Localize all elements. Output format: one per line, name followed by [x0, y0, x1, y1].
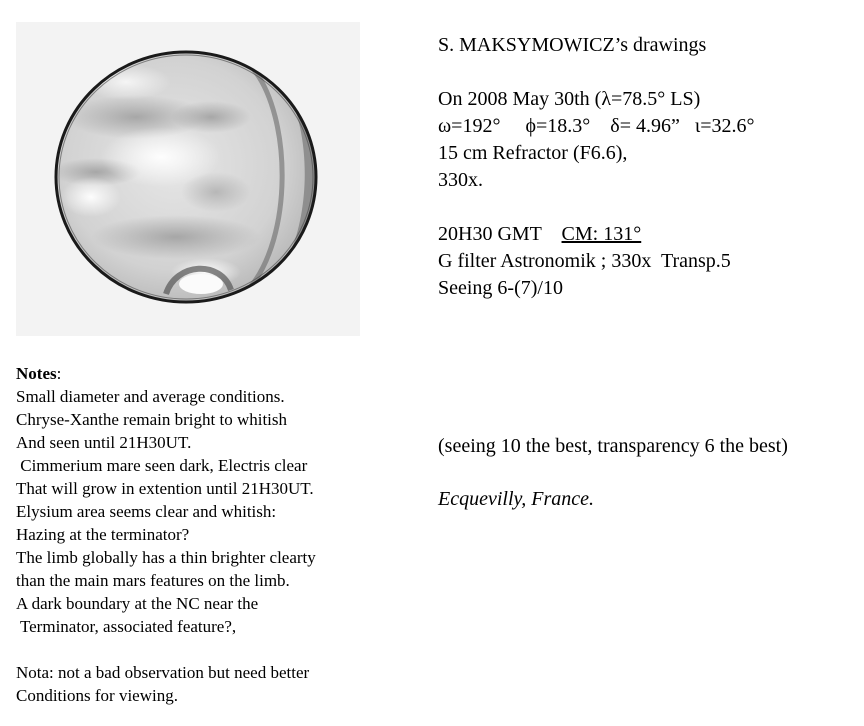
observation-time: 20H30 GMT	[438, 223, 542, 245]
mars-drawing	[16, 22, 360, 336]
note-line: And seen until 21H30UT.	[16, 433, 192, 452]
note-footer-line: Nota: not a bad observation but need better	[16, 663, 310, 682]
instrument-line: 15 cm Refractor (F6.6),	[438, 142, 628, 164]
note-line: Terminator, associated feature?,	[16, 617, 237, 636]
observation-header	[438, 32, 858, 302]
note-line: A dark boundary at the NC near the	[16, 594, 259, 613]
phi-value: ϕ=18.3°	[525, 115, 591, 137]
bright-region	[101, 127, 221, 187]
note-line: That will grow in extention until 21H30UT.	[16, 479, 314, 498]
notes-heading	[16, 362, 416, 385]
mars-disk-sketch	[16, 22, 360, 336]
note-footer-line: Conditions for viewing.	[16, 686, 178, 705]
note-line: Hazing at the terminator?	[16, 525, 190, 544]
iota-value: ι=32.6°	[694, 115, 755, 137]
seeing-line: Seeing 6-(7)/10	[438, 277, 563, 299]
note-line: Cimmerium mare seen dark, Electris clear	[16, 456, 308, 475]
notes-label: Notes	[16, 364, 57, 383]
scale-note: (seeing 10 the best, transparency 6 the best)	[438, 435, 788, 457]
date-line: On 2008 May 30th (λ=78.5° LS)	[438, 88, 701, 110]
params-line	[438, 113, 858, 140]
notes-block	[16, 362, 416, 707]
location: Ecquevilly, France.	[438, 488, 595, 510]
central-meridian: CM: 131°	[561, 223, 642, 245]
note-line: The limb globally has a thin brighter clearty	[16, 548, 316, 567]
time-line	[438, 221, 858, 248]
delta-value: δ= 4.96”	[610, 115, 680, 137]
omega-value: ω=192°	[438, 115, 501, 137]
note-line: than the main mars features on the limb.	[16, 571, 290, 590]
notes-label-suffix: :	[56, 364, 62, 383]
note-line: Small diameter and average conditions.	[16, 387, 285, 406]
filter-line: G filter Astronomik ; 330x Transp.5	[438, 250, 731, 272]
page-title: S. MAKSYMOWICZ’s drawings	[438, 34, 707, 56]
note-line: Chryse-Xanthe remain bright to whitish	[16, 410, 288, 429]
note-line: Elysium area seems clear and whitish:	[16, 502, 277, 521]
magnification-line: 330x.	[438, 169, 483, 191]
